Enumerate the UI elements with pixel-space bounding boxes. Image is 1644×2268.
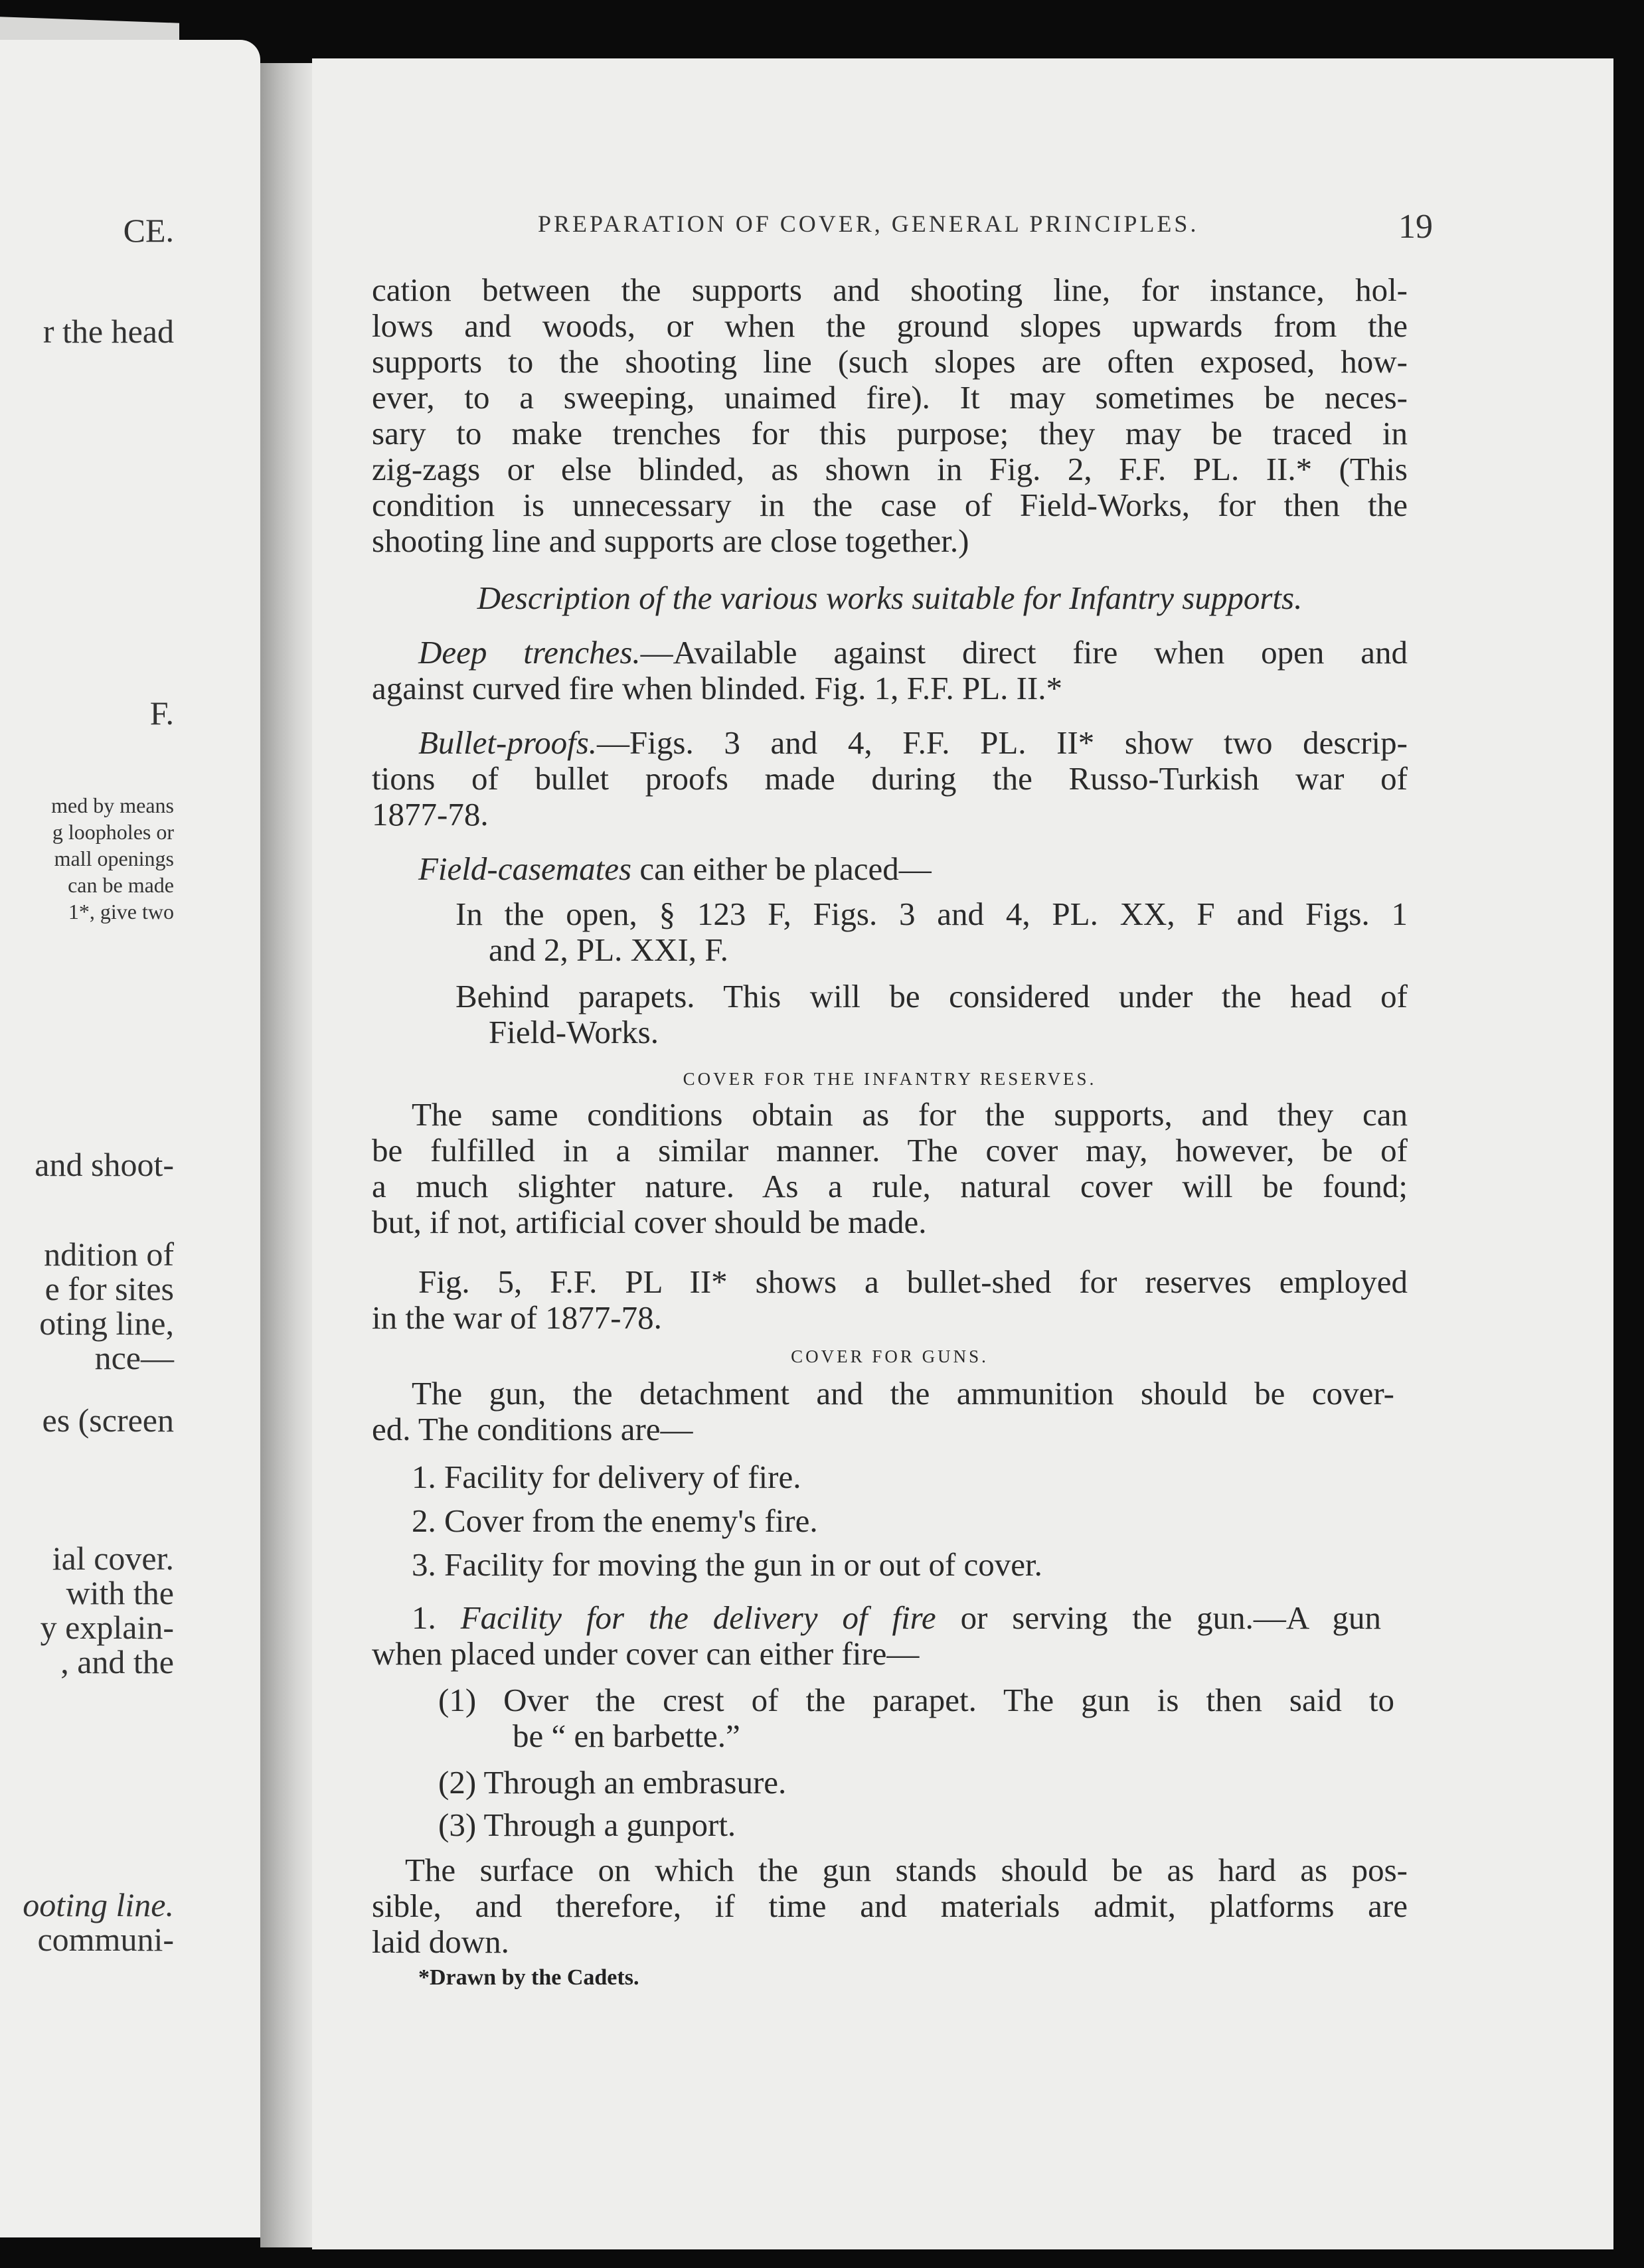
bullet-proofs-line-2: tions of bullet proofs made during the Russo-Turkish war of bbox=[372, 760, 1408, 797]
condition-item: 3. Facility for moving the gun in or out of cover. bbox=[412, 1546, 1042, 1583]
facility-line-1 bbox=[372, 1600, 1381, 1636]
left-page-fragment: nce— bbox=[94, 1339, 174, 1376]
paragraph-line: sible, and therefore, if time and materials admit, platforms are bbox=[372, 1888, 1408, 1924]
left-page-fragment: g loopholes or bbox=[52, 820, 174, 844]
paragraph-line: but, if not, artificial cover should be made. bbox=[372, 1204, 927, 1240]
bullet-proofs-line-1 bbox=[372, 725, 1408, 761]
paragraph-line: sary to make trenches for this purpose; they may be traced in bbox=[372, 415, 1408, 451]
fig5-line-1: Fig. 5, F.F. PL II* shows a bullet-shed for reserves employed bbox=[418, 1263, 1408, 1300]
fire-option-3: (3) Through a gunport. bbox=[438, 1807, 736, 1843]
casemate-behind-line-2: Field-Works. bbox=[489, 1014, 659, 1050]
reserves-heading: COVER FOR THE INFANTRY RESERVES. bbox=[683, 1069, 1097, 1089]
left-page-fragment: r the head bbox=[42, 313, 174, 350]
paragraph-line: cation between the supports and shooting line, for instance, hol- bbox=[372, 272, 1408, 308]
left-page-fragment: , and the bbox=[60, 1643, 174, 1680]
paragraph-line: zig-zags or else blinded, as shown in Fig. 2, F.F. PL. II.* (This bbox=[372, 451, 1408, 487]
paragraph-line: The same conditions obtain as for the supports, and they can bbox=[412, 1096, 1408, 1133]
left-page-fragment: ial cover. bbox=[52, 1540, 174, 1577]
left-page-fragment: F. bbox=[149, 694, 174, 732]
book-gutter bbox=[260, 63, 313, 2247]
paragraph-line: lows and woods, or when the ground slopes upwards from the bbox=[372, 307, 1408, 344]
paragraph-line: shooting line and supports are close together.) bbox=[372, 523, 969, 559]
paragraph-line: The surface on which the gun stands should be as hard as pos- bbox=[405, 1852, 1408, 1888]
left-page-fragment: can be made bbox=[68, 873, 174, 897]
fire-option-1-line-1: (1) Over the crest of the parapet. The gun is then said to bbox=[438, 1682, 1394, 1718]
left-page-fragment: CE. bbox=[123, 212, 174, 249]
deep-trenches-line-2: against curved fire when blinded. Fig. 1, F.F. PL. II.* bbox=[372, 670, 1063, 706]
guns-heading: COVER FOR GUNS. bbox=[791, 1346, 989, 1366]
deep-trenches-line-1 bbox=[372, 635, 1408, 671]
running-head: PREPARATION OF COVER, GENERAL PRINCIPLES. bbox=[538, 210, 1199, 237]
bullet-proofs-term: Bullet-proofs. bbox=[418, 724, 598, 761]
left-page-fragment: oting line, bbox=[39, 1305, 174, 1342]
bullet-proofs-line-3: 1877-78. bbox=[372, 796, 489, 833]
deep-trenches-term: Deep trenches. bbox=[418, 634, 641, 671]
fire-option-2: (2) Through an embrasure. bbox=[438, 1764, 787, 1801]
paragraph-line: condition is unnecessary in the case of Field-Works, for then the bbox=[372, 487, 1408, 523]
fig5-line-2: in the war of 1877-78. bbox=[372, 1299, 662, 1336]
casemate-behind-line-1: Behind parapets. This will be considered under the head of bbox=[455, 978, 1408, 1014]
left-page-fragment: communi- bbox=[37, 1921, 174, 1958]
guns-line-2: ed. The conditions are— bbox=[372, 1411, 693, 1447]
guns-line-1: The gun, the detachment and the ammunition should be cover- bbox=[412, 1375, 1394, 1412]
left-page-fragment: es (screen bbox=[42, 1402, 174, 1439]
condition-item: 2. Cover from the enemy's fire. bbox=[412, 1502, 818, 1539]
casemate-open-line-1: In the open, § 123 F, Figs. 3 and 4, PL. XX, F and Figs. 1 bbox=[455, 896, 1408, 932]
bullet-proofs-text: —Figs. 3 and 4, F.F. PL. II* show two descrip- bbox=[597, 724, 1408, 761]
field-casemates-term: Field-casemates bbox=[418, 850, 632, 887]
description-heading: Description of the various works suitable for Infantry supports. bbox=[477, 580, 1303, 616]
facility-text: or serving the gun.—A gun bbox=[936, 1599, 1382, 1636]
left-page-fragment: ooting line. bbox=[23, 1886, 174, 1923]
field-casemates-line bbox=[372, 851, 1408, 887]
paragraph-line: supports to the shooting line (such slopes are often exposed, how- bbox=[372, 343, 1408, 380]
paragraph-line: ever, to a sweeping, unaimed fire). It may sometimes be neces- bbox=[372, 379, 1408, 416]
facility-term: Facility for the delivery of fire bbox=[460, 1599, 936, 1636]
paragraph-line: laid down. bbox=[372, 1923, 509, 1960]
facility-line-2: when placed under cover can either fire— bbox=[372, 1635, 920, 1672]
paragraph-line: a much slighter nature. As a rule, natural cover will be found; bbox=[372, 1168, 1408, 1204]
left-page-fragment: e for sites bbox=[44, 1270, 174, 1307]
left-page-fragment: ndition of bbox=[44, 1236, 174, 1273]
left-page-fragment: med by means bbox=[51, 793, 174, 817]
paragraph-line: be fulfilled in a similar manner. The cover may, however, be of bbox=[372, 1132, 1408, 1169]
left-page-fragment: with the bbox=[66, 1574, 174, 1611]
left-page-fragment: and shoot- bbox=[35, 1146, 174, 1183]
condition-item: 1. Facility for delivery of fire. bbox=[412, 1459, 801, 1495]
page-number: 19 bbox=[1398, 208, 1433, 246]
left-page-fragment: mall openings bbox=[54, 847, 174, 870]
left-page-fragment: 1*, give two bbox=[68, 900, 174, 924]
deep-trenches-text: —Available against direct fire when open and bbox=[640, 634, 1408, 671]
facility-number: 1. bbox=[412, 1599, 461, 1636]
left-page-fragment: y explain- bbox=[40, 1609, 174, 1646]
footnote: *Drawn by the Cadets. bbox=[418, 1965, 639, 1990]
casemate-open-line-2: and 2, PL. XXI, F. bbox=[489, 932, 728, 968]
fire-option-1-line-2: be “ en barbette.” bbox=[513, 1718, 740, 1754]
field-casemates-text: can either be placed— bbox=[631, 850, 932, 887]
